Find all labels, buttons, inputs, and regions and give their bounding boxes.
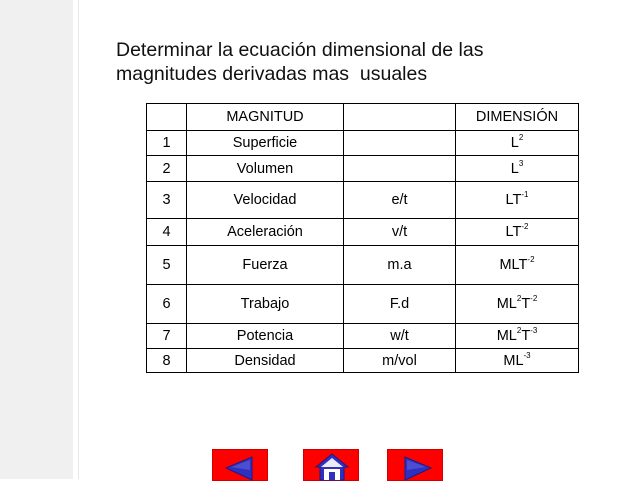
row-magnitud: Densidad [187, 349, 344, 373]
home-button[interactable] [303, 449, 359, 481]
row-formula: m.a [344, 246, 456, 285]
row-dimension: $ML^2T^{-2}$ [456, 285, 579, 324]
slide-title [116, 38, 576, 86]
row-dimension: $L^3$ [456, 156, 579, 182]
row-formula: F.d [344, 285, 456, 324]
table-row [147, 219, 579, 246]
table-row [147, 246, 579, 285]
row-magnitud: Potencia [187, 324, 344, 349]
slide-title-line-1: Determinar la ecuación dimensional de las [116, 39, 484, 61]
table-row [147, 285, 579, 324]
row-num: 3 [147, 182, 187, 219]
row-formula [344, 156, 456, 182]
row-magnitud: Aceleración [187, 219, 344, 246]
row-dimension: $ML^2T^{-3}$ [456, 324, 579, 349]
table-row [147, 131, 579, 156]
dimension-table [146, 103, 579, 373]
row-formula: e/t [344, 182, 456, 219]
table-row [147, 349, 579, 373]
header-num [147, 104, 187, 131]
row-dimension: $L^2$ [456, 131, 579, 156]
row-num: 4 [147, 219, 187, 246]
row-formula: w/t [344, 324, 456, 349]
row-dimension: $MLT^{-2}$ [456, 246, 579, 285]
row-num: 8 [147, 349, 187, 373]
row-num: 2 [147, 156, 187, 182]
triangle-right-icon [388, 450, 444, 482]
header-magnitud: MAGNITUD [187, 104, 344, 131]
table-row [147, 324, 579, 349]
left-decorative-band [0, 0, 73, 479]
row-num: 6 [147, 285, 187, 324]
row-num: 5 [147, 246, 187, 285]
slide-title-line-2: magnitudes derivadas mas usuales [116, 63, 428, 85]
left-band-stripe [78, 0, 79, 479]
header-formula [344, 104, 456, 131]
row-dimension: $ML^{-3}$ [456, 349, 579, 373]
triangle-left-icon [213, 450, 269, 482]
row-magnitud: Velocidad [187, 182, 344, 219]
header-dimension: DIMENSIÓN [456, 104, 579, 131]
row-num: 7 [147, 324, 187, 349]
table-header-row [147, 104, 579, 131]
home-icon [304, 450, 360, 482]
row-formula [344, 131, 456, 156]
table-row [147, 182, 579, 219]
row-dimension: $LT^{-1}$ [456, 182, 579, 219]
row-magnitud: Volumen [187, 156, 344, 182]
row-magnitud: Trabajo [187, 285, 344, 324]
previous-slide-button[interactable] [212, 449, 268, 481]
row-formula: m/vol [344, 349, 456, 373]
row-magnitud: Fuerza [187, 246, 344, 285]
row-formula: v/t [344, 219, 456, 246]
row-num: 1 [147, 131, 187, 156]
table-row [147, 156, 579, 182]
next-slide-button[interactable] [387, 449, 443, 481]
row-magnitud: Superficie [187, 131, 344, 156]
row-dimension: $LT^{-2}$ [456, 219, 579, 246]
